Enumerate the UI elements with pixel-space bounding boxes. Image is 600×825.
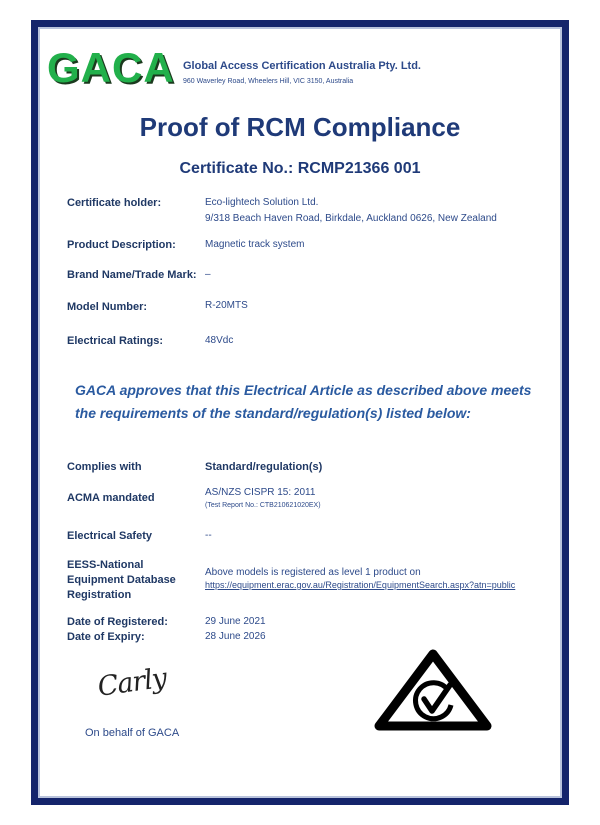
holder-address: 9/318 Beach Haven Road, Birkdale, Auckland 0626, New Zealand: [205, 213, 497, 224]
statement-line-2: the requirements of the standard/regulation(s) listed below:: [75, 405, 471, 421]
rcm-mark-icon: [370, 645, 496, 737]
brand-label: Brand Name/Trade Mark:: [67, 269, 197, 281]
acma-label: ACMA mandated: [67, 492, 155, 504]
product-label: Product Description:: [67, 239, 176, 251]
eess-link[interactable]: https://equipment.erac.gov.au/Registration/EquipmentSearch.aspx?atn=public: [205, 580, 516, 590]
issuer-address: 960 Waverley Road, Wheelers Hill, VIC 3150, Australia: [183, 78, 354, 85]
holder-value: Eco-lightech Solution Ltd.: [205, 197, 319, 208]
page-title: Proof of RCM Compliance: [139, 112, 461, 142]
eess-label-3: Registration: [67, 589, 132, 601]
gaca-logo: GACA: [47, 44, 175, 91]
complies-header: Complies with: [67, 461, 142, 473]
ratings-value: 48Vdc: [205, 335, 234, 346]
holder-label: Certificate holder:: [67, 197, 162, 209]
eess-value: Above models is registered as level 1 product on: [205, 567, 421, 578]
safety-label: Electrical Safety: [67, 530, 152, 542]
eess-label-1: EESS-National: [67, 559, 144, 571]
expiry-value: 28 June 2026: [205, 631, 266, 642]
brand-value: –: [205, 269, 211, 280]
acma-test-report: (Test Report No.: CTB210621020EX): [205, 502, 321, 509]
model-label: Model Number:: [67, 301, 148, 313]
model-value: R-20MTS: [205, 300, 248, 311]
product-value: Magnetic track system: [205, 239, 305, 250]
registered-value: 29 June 2021: [205, 616, 266, 627]
on-behalf-text: On behalf of GACA: [85, 727, 180, 739]
eess-label-2: Equipment Database: [67, 574, 176, 586]
acma-standard: AS/NZS CISPR 15: 2011: [205, 487, 316, 498]
ratings-label: Electrical Ratings:: [67, 335, 163, 347]
signature: Carly: [95, 662, 169, 703]
certificate-number: Certificate No.: RCMP21366 001: [179, 160, 421, 177]
standards-header: Standard/regulation(s): [205, 461, 323, 473]
statement-line-1: GACA approves that this Electrical Article as described above meets: [75, 382, 532, 398]
safety-value: --: [205, 530, 212, 541]
issuer-name: Global Access Certification Australia Pty. Ltd.: [183, 60, 421, 72]
expiry-label: Date of Expiry:: [67, 631, 145, 643]
registered-label: Date of Registered:: [67, 616, 168, 628]
